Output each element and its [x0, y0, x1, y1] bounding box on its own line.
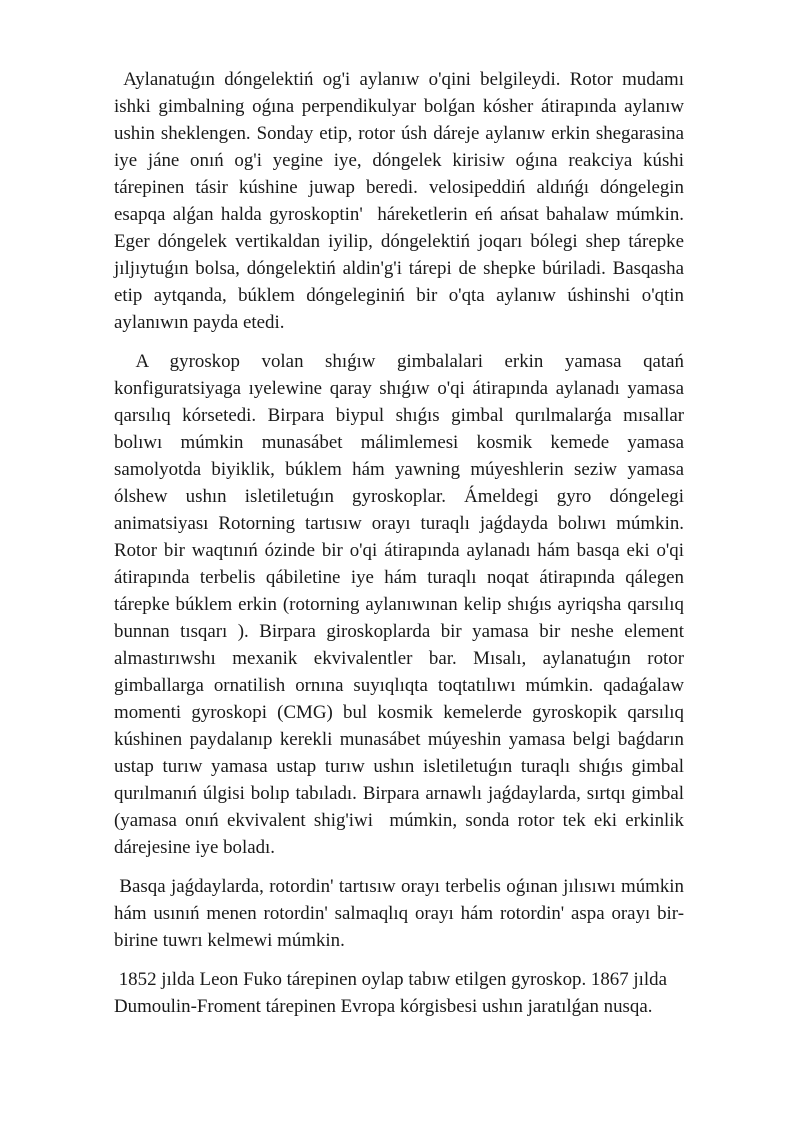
paragraph-other-cases: Basqa jaǵdaylarda, rotordin' tartısıw orayı terbelis oǵınan jılısıwı múmkin hám usınıń menen rotordin' salmaqlıq orayı hám rotordin' aspa orayı bir-birine tuwrı kelmewi múmkin.: [114, 876, 689, 951]
document-page: [114, 66, 689, 1020]
paragraph-gyroscope-gimbals: A gyroskop volan shıǵıw gimbalalari erkin yamasa qatań konfiguratsiyaga ıyelewine qaray shıǵıw o'qi átirapında aylanadı yamasa qarsılıq kórsetedi. Birpara biypul shıǵıs gimbal qurılmalarǵa mısallar bolıwı múmkin munasábet málimlemesi kosmik kemede yamasa samolyotda biyiklik, búklem hám yawning múyeshlerin seziw yamasa ólshew ushın isletiletuǵın gyroskoplar. Ámeldegi gyro dóngelegi animatsiyası Rotorning tartısıw orayı turaqlı jaǵdayda bolıwı múmkin. Rotor bir waqtınıń ózinde bir o'qi átirapında aylanadı hám basqa eki o'qi átirapında terbelis qábiletine iye hám turaqlı noqat átirapında qálegen tárepke búklem erkin (rotorning aylanıwınan kelip shıǵıs ayriqsha qarsılıq bunnan tısqarı ). Birpara giroskoplarda bir yamasa bir neshe element almastırıwshı mexanik ekvivalentler bar. Mısalı, aylanatuǵın rotor gimballarga ornatilish ornına suyıqlıqta toqtatılıwı múmkin. qadaǵalaw momenti gyroskopi (CMG) bul kosmik kemelerde gyroskopik qarsılıq kúshinen paydalanıp kerekli munasábet múyeshin yamasa belgi baǵdarın ustap turıw yamasa ustap turıw ushın isletiletuǵın turaqlı shıǵıs gimbal qurılmanıń úlgisi bolıp tabıladı. Birpara arnawlı jaǵdaylarda, sırtqı gimbal (yamasa onıń ekvivalent shig'iwi múmkin, sonda rotor tek eki erkinlik dárejesine iye boladı.: [114, 351, 689, 858]
paragraph-rotor-axis: Aylanatuǵın dóngelektiń og'i aylanıw o'qini belgileydi. Rotor mudamı ishki gimbalning oǵına perpendikulyar bolǵan kósher átirapında aylanıw ushin sheklengen. Sonday etip, rotor úsh dáreje aylanıw erkin shegarasina iye jáne onıń og'i yegine iye, dóngelek kirisiw oǵına reakciya kúshi tárepinen tásir kúshine juwap beredi. velosipeddiń aldıńǵı dóngelegin esapqa alǵan halda gyroskoptin' háreketlerin eń ańsat bahalaw múmkin. Eger dóngelek vertikaldan iyilip, dóngelektiń joqarı bólegi shep tárepke jıljıytuǵın bolsa, dóngelektiń aldin'g'i tárepi de shepke búriladi. Basqasha etip aytqanda, búklem dóngeleginiń bir o'qta aylanıw úshinshi o'qtin aylanıwın payda etedi.: [114, 69, 689, 333]
paragraph-history: 1852 jılda Leon Fuko tárepinen oylap tabıw etilgen gyroskop. 1867 jılda Dumoulin-Froment tárepinen Evropa kórgisbesi ushın jaratılǵan nusqa.: [114, 969, 672, 1017]
